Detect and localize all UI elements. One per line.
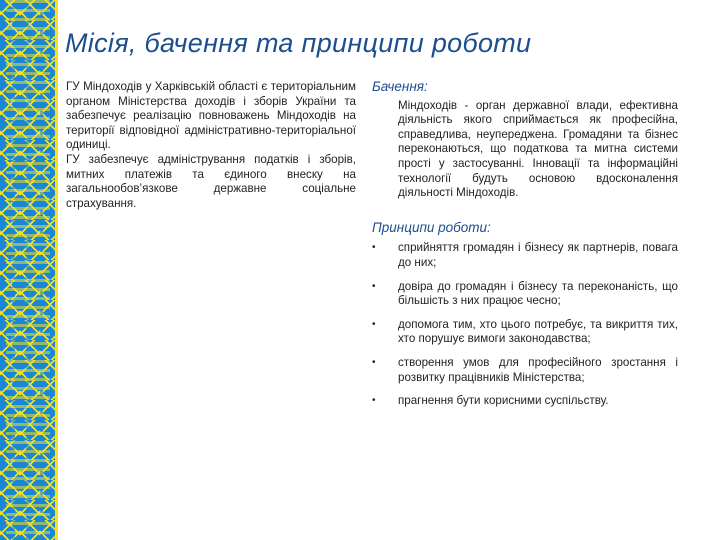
list-item: • створення умов для професійного зростання і розвитку працівників Міністерства; bbox=[372, 355, 678, 384]
slide-title: Місія, бачення та принципи роботи bbox=[65, 28, 532, 58]
bullet-icon: • bbox=[372, 280, 376, 292]
mission-paragraph-2: ГУ забезпечує адміністрування податків і зборів, митних платежів та єдиного внеску на загальнообов’язкове державне соціальне страхування. bbox=[66, 152, 356, 210]
bullet-icon: • bbox=[372, 242, 376, 254]
mission-paragraph-1: ГУ Міндоходів у Харківській області є територіальним органом Міністерства доходів і зборів України та забезпечує реалізацію повноважень Міндоходів на території відповідної адміністративно-територіальної одиниці. bbox=[66, 80, 356, 152]
vision-text: Міндоходів - орган державної влади, ефективна діяльність якого сприймається як професійна, справедлива, неупереджена. Громадяни та бізнес переконаються, що податкова та митна системи прості у застосуванні. Інновації та інформаційні технології будуть основою вдосконалення діяльності Міндоходів. bbox=[398, 98, 678, 200]
bullet-icon: • bbox=[372, 356, 376, 368]
vision-heading: Бачення: bbox=[372, 79, 428, 94]
bullet-icon: • bbox=[372, 395, 376, 407]
vision-principles-column bbox=[372, 80, 678, 418]
bullet-icon: • bbox=[372, 318, 376, 330]
principles-heading: Принципи роботи: bbox=[372, 219, 491, 235]
list-item: • допомога тим, хто цього потребує, та викриття тих, хто порушує вимоги законодавства; bbox=[372, 317, 678, 346]
list-item: • довіра до громадян і бізнесу та переконаність, що більшість з них працює чесно; bbox=[372, 279, 678, 308]
principles-list bbox=[372, 241, 678, 408]
mission-column bbox=[66, 80, 356, 211]
ukrainian-ornament-border bbox=[0, 0, 58, 540]
list-item: • сприйняття громадян і бізнесу як партнерів, повага до них; bbox=[372, 241, 678, 269]
list-item: • прагнення бути корисними суспільству. bbox=[372, 394, 609, 408]
